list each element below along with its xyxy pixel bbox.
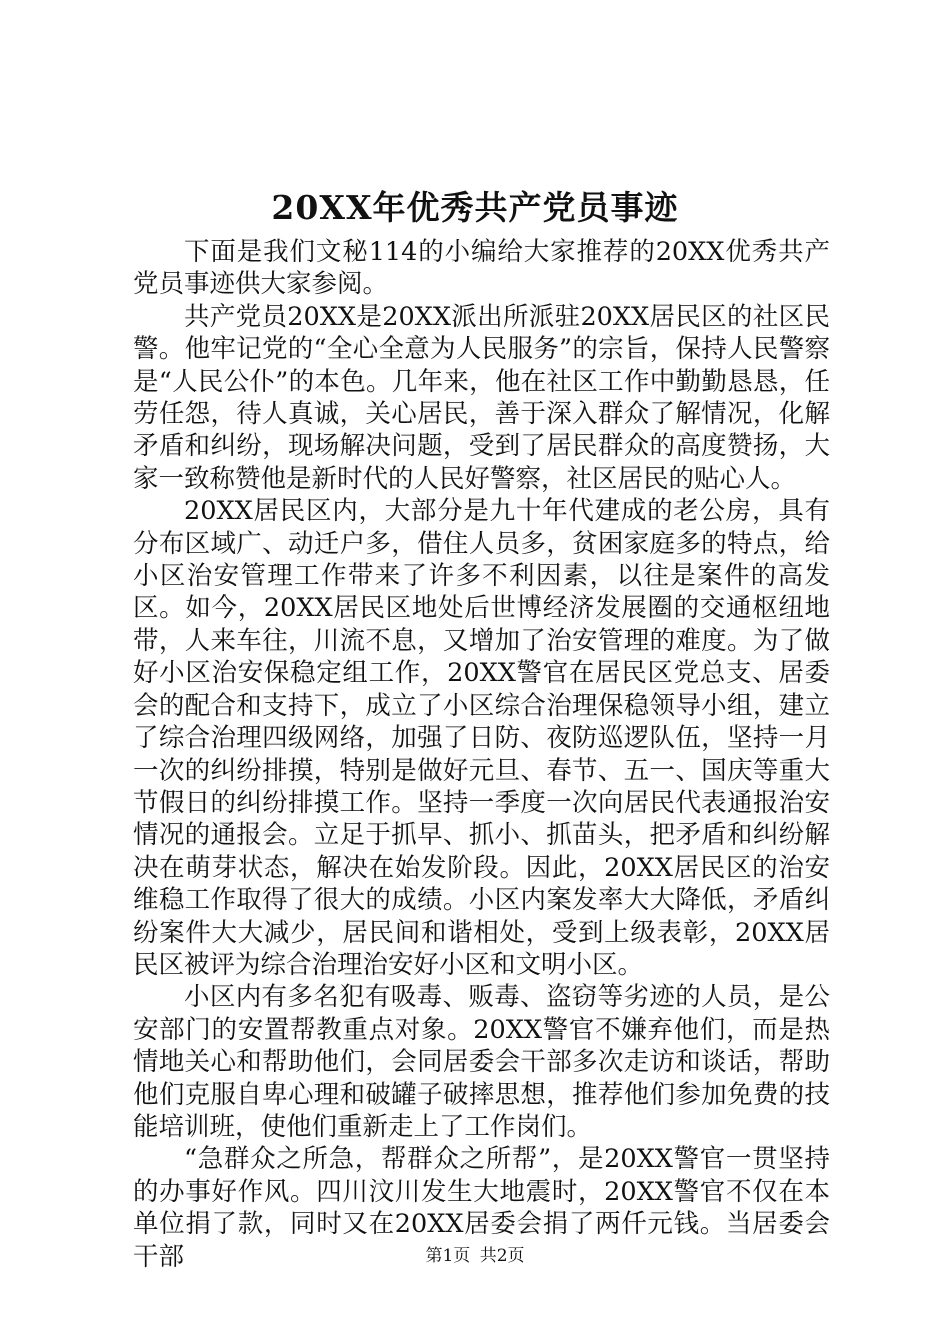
document-title: 20XX年优秀共产党员事迹 [271,188,679,227]
document-body [133,236,830,1273]
page-number: 第1页 [425,1246,471,1266]
paragraph-intro: 下面是我们文秘114的小编给大家推荐的20XX优秀共产党员事迹供大家参阅。 [133,237,830,300]
page-total: 共2页 [479,1246,525,1266]
paragraph-community-security: 20XX居民区内，大部分是九十年代建成的老公房，具有分布区域广、动迁户多，借住人员多，贫困家庭多的特点，给小区治安管理工作带来了许多不利因素，以往是案件的高发区。如今，20XX居民区地处后世博经济发展圈的交通枢纽地带，人来车往，川流不息，又增加了治安管理的难度。为了做好小区治安保稳定组工作，20XX警官在居民区党总支、居委会的配合和支持下，成立了小区综合治理保稳领导小组，建立了综合治理四级网络，加强了日防、夜防巡逻队伍，坚持一月一次的纠纷排摸，特别是做好元旦、春节、五一、国庆等重大节假日的纠纷排摸工作。坚持一季度一次向居民代表通报治安情况的通报会。立足于抓早、抓小、抓苗头，把矛盾和纠纷解决在萌芽状态，解决在始发阶段。因此，20XX居民区的治安维稳工作取得了很大的成绩。小区内案发率大大降低，矛盾纠纷案件大大减少，居民间和谐相处，受到上级表彰，20XX居民区被评为综合治理治安好小区和文明小区。 [133,496,830,980]
paragraph-profile: 共产党员20XX是20XX派出所派驻20XX居民区的社区民警。他牢记党的“全心全意为人民服务”的宗旨，保持人民警察是“人民公仆”的本色。几年来，他在社区工作中勤勤恳恳，任劳任怨，待人真诚，关心居民，善于深入群众了解情况，化解矛盾和纠纷，现场解决问题，受到了居民群众的高度赞扬，大家一致称赞他是新时代的人民好警察，社区居民的贴心人。 [133,301,830,494]
page-footer [0,1244,950,1268]
paragraph-service: “急群众之所急，帮群众之所帮”，是20XX警官一贯坚持的办事好作风。四川汶川发生大地震时，20XX警官不仅在本单位捐了款，同时又在20XX居委会捐了两仟元钱。当居委会干部 [133,1144,830,1272]
paragraph-rehabilitation: 小区内有多名犯有吸毒、贩毒、盗窃等劣迹的人员，是公安部门的安置帮教重点对象。20XX警官不嫌弃他们，而是热情地关心和帮助他们，会同居委会干部多次走访和谈话，帮助他们克服自卑心理和破罐子破摔思想，推荐他们参加免费的技能培训班，使他们重新走上了工作岗们。 [133,982,830,1142]
